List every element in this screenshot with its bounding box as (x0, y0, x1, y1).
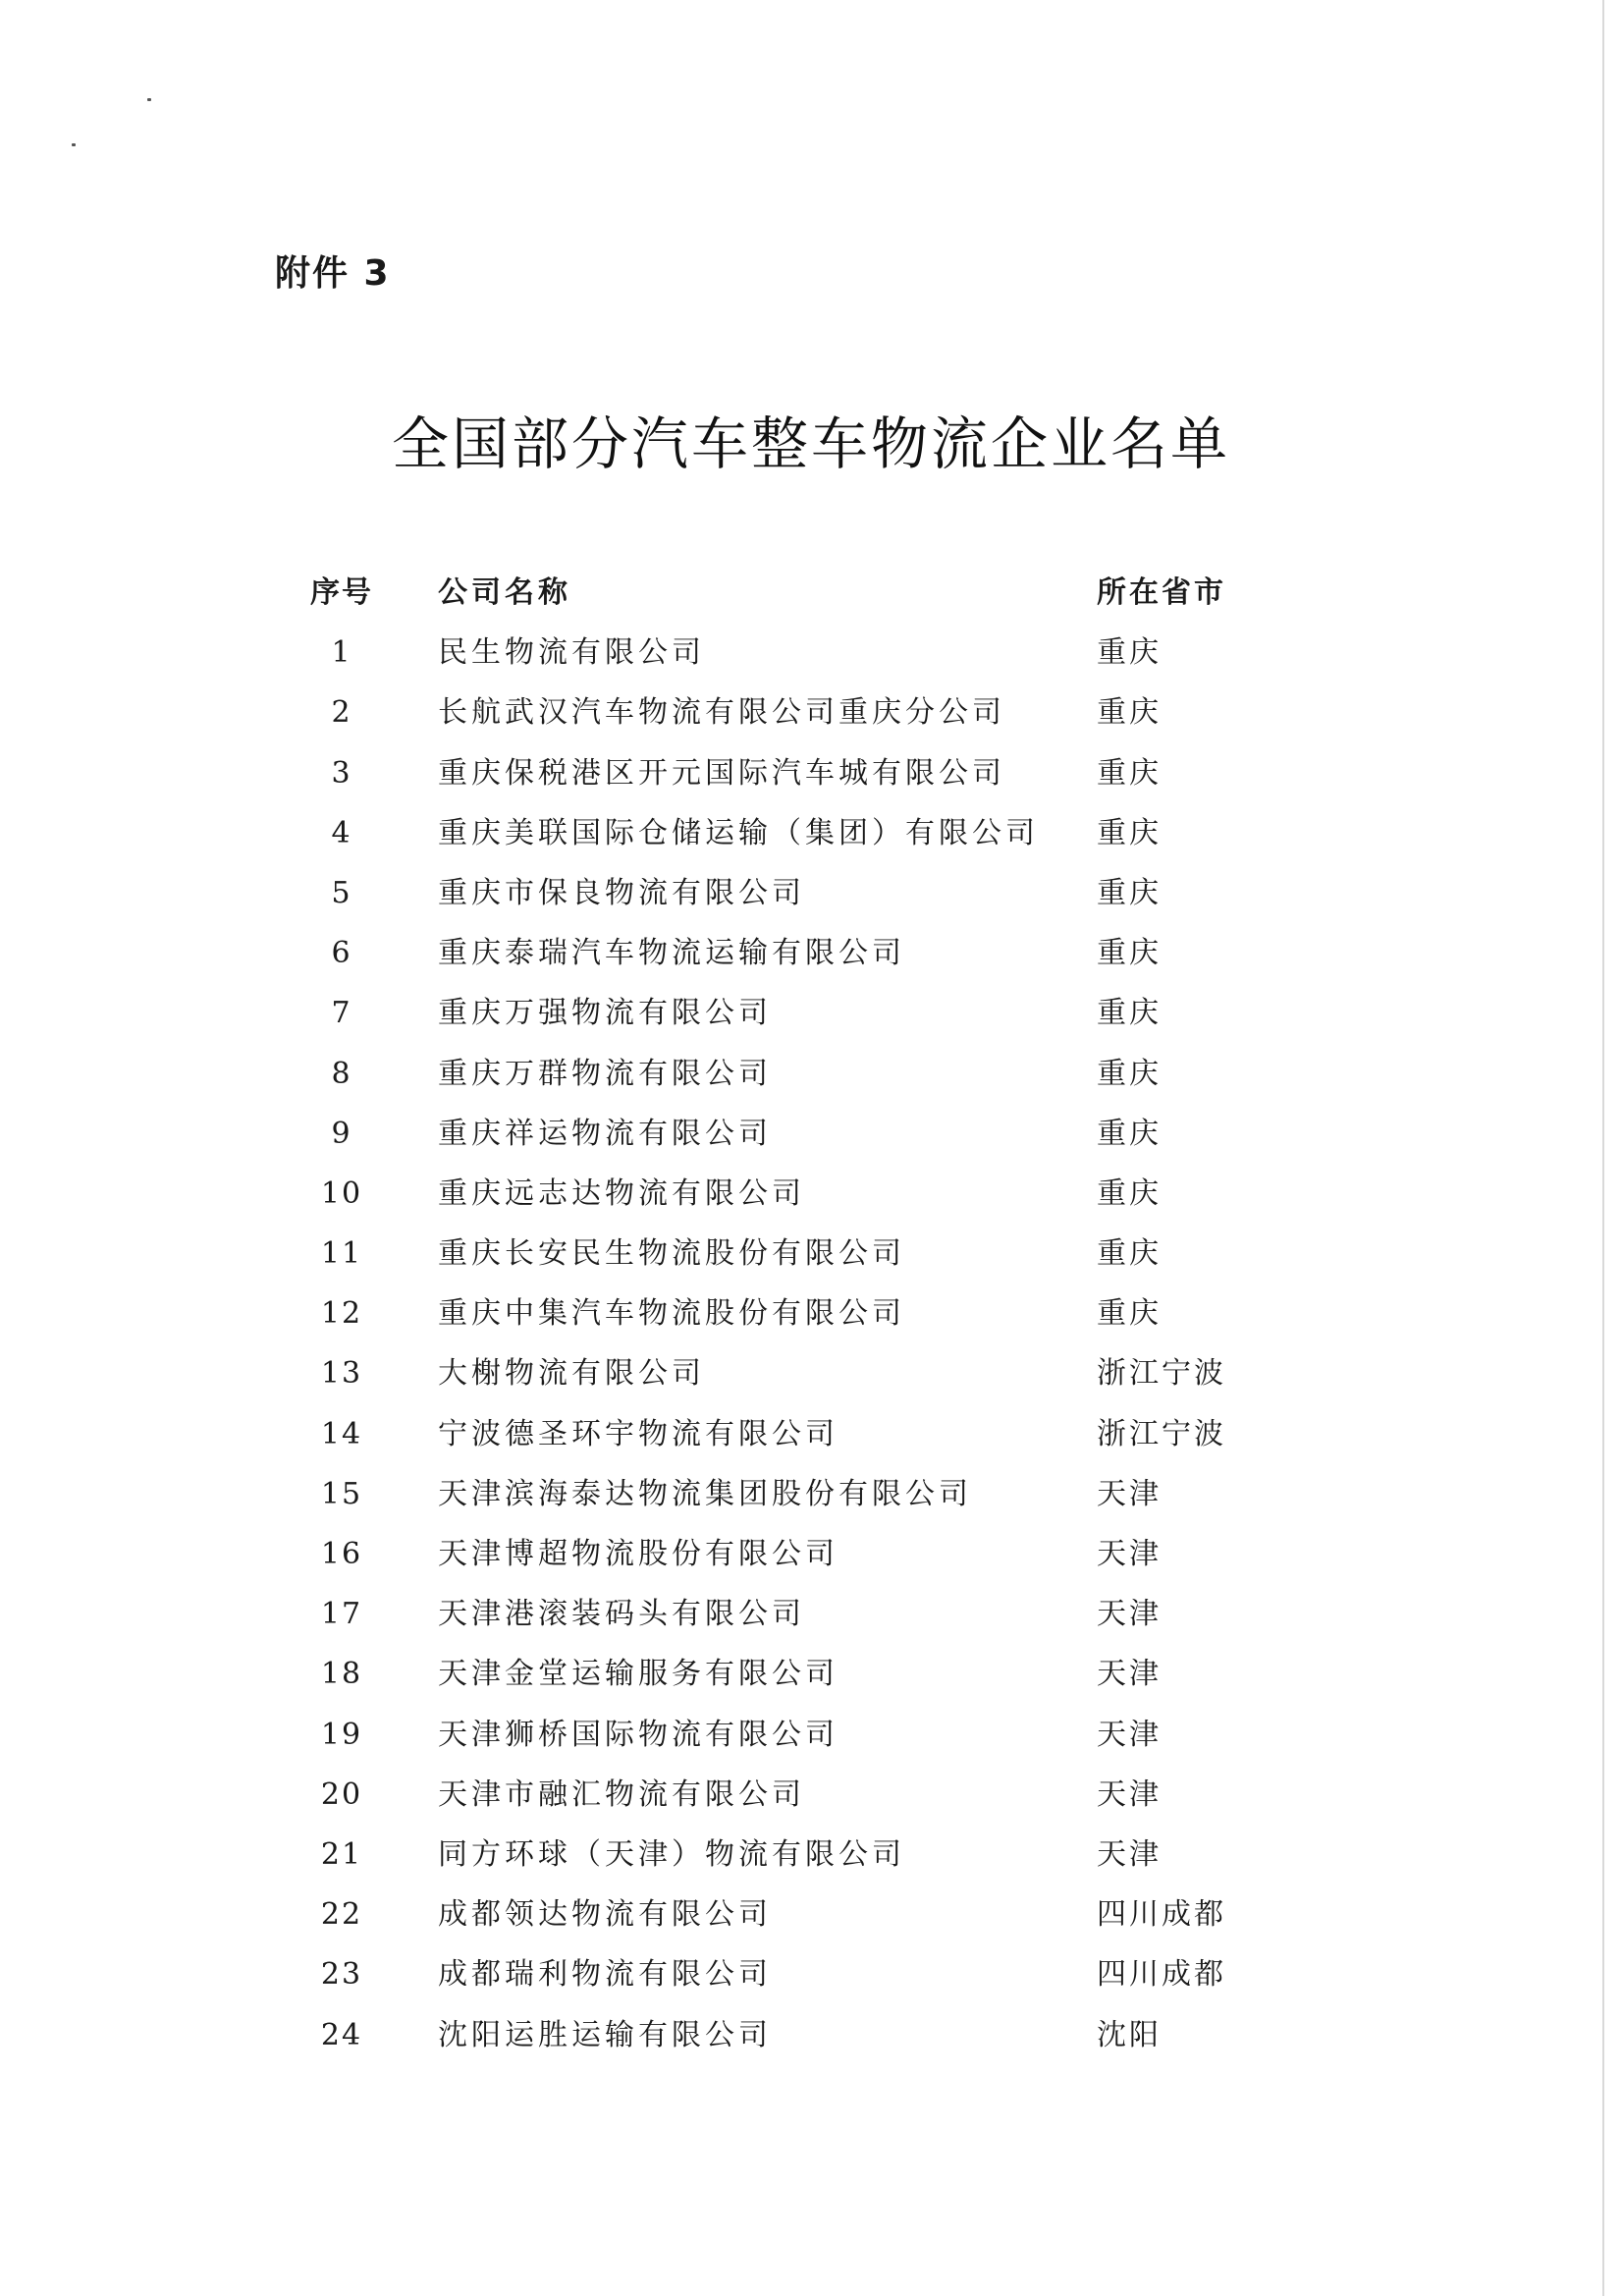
table-row (0, 750, 1622, 810)
table-row (0, 1051, 1622, 1111)
table-row (0, 1230, 1622, 1290)
row-company-name: 重庆万群物流有限公司 (438, 1056, 772, 1091)
row-seq: 10 (320, 1175, 363, 1211)
table-row (0, 1411, 1622, 1471)
row-province: 重庆 (1097, 1116, 1162, 1151)
header-province: 所在省市 (1097, 575, 1226, 610)
company-table (0, 570, 1622, 2072)
row-company-name: 天津滨海泰达物流集团股份有限公司 (438, 1476, 972, 1511)
row-province: 沈阳 (1097, 2017, 1162, 2052)
table-row (0, 1772, 1622, 1831)
row-seq: 8 (331, 1056, 352, 1091)
row-company-name: 天津港滚装码头有限公司 (438, 1597, 805, 1632)
row-company-name: 重庆祥运物流有限公司 (438, 1116, 772, 1151)
table-row (0, 1290, 1622, 1350)
row-company-name: 重庆保税港区开元国际汽车城有限公司 (438, 755, 1005, 791)
table-row (0, 629, 1622, 689)
row-province: 浙江宁波 (1097, 1356, 1226, 1392)
document-title: 全国部分汽车整车物流企业名单 (391, 410, 1230, 477)
row-company-name: 天津狮桥国际物流有限公司 (438, 1717, 838, 1752)
table-row (0, 1951, 1622, 2011)
table-body (0, 629, 1622, 2072)
scan-speck (72, 143, 76, 146)
row-company-name: 重庆万强物流有限公司 (438, 996, 772, 1031)
table-row (0, 1891, 1622, 1951)
row-seq: 21 (320, 1836, 363, 1872)
row-province: 浙江宁波 (1097, 1416, 1226, 1451)
table-row (0, 1471, 1622, 1531)
row-company-name: 成都瑞利物流有限公司 (438, 1957, 772, 1993)
row-province: 重庆 (1097, 695, 1162, 731)
row-province: 天津 (1097, 1597, 1162, 1632)
table-row (0, 810, 1622, 870)
row-company-name: 同方环球（天津）物流有限公司 (438, 1836, 905, 1872)
row-company-name: 重庆美联国际仓储运输（集团）有限公司 (438, 815, 1039, 850)
table-header (0, 570, 1622, 629)
row-company-name: 重庆泰瑞汽车物流运输有限公司 (438, 936, 905, 971)
header-seq: 序号 (310, 575, 373, 610)
row-seq: 6 (331, 936, 352, 971)
row-seq: 20 (320, 1777, 363, 1812)
row-province: 重庆 (1097, 936, 1162, 971)
table-row (0, 2012, 1622, 2072)
row-company-name: 重庆远志达物流有限公司 (438, 1175, 805, 1211)
row-province: 天津 (1097, 1717, 1162, 1752)
table-row (0, 870, 1622, 930)
row-province: 重庆 (1097, 635, 1162, 671)
row-company-name: 长航武汉汽车物流有限公司重庆分公司 (438, 695, 1005, 731)
header-name: 公司名称 (438, 575, 571, 610)
table-row (0, 1350, 1622, 1410)
row-company-name: 重庆长安民生物流股份有限公司 (438, 1236, 905, 1272)
row-province: 重庆 (1097, 1236, 1162, 1272)
row-seq: 13 (320, 1356, 363, 1392)
row-province: 天津 (1097, 1657, 1162, 1692)
row-company-name: 天津博超物流股份有限公司 (438, 1537, 838, 1571)
row-seq: 11 (320, 1236, 363, 1272)
row-seq: 5 (331, 875, 352, 910)
table-row (0, 1531, 1622, 1591)
row-seq: 4 (331, 815, 352, 850)
table-row (0, 1831, 1622, 1891)
row-seq: 14 (320, 1416, 363, 1451)
table-row (0, 930, 1622, 990)
table-row (0, 1111, 1622, 1171)
row-province: 重庆 (1097, 1056, 1162, 1091)
row-seq: 3 (331, 755, 352, 791)
table-row (0, 689, 1622, 749)
row-seq: 12 (320, 1296, 363, 1332)
row-company-name: 重庆中集汽车物流股份有限公司 (438, 1296, 905, 1332)
table-row (0, 1712, 1622, 1772)
row-seq: 2 (331, 695, 352, 731)
row-company-name: 民生物流有限公司 (438, 635, 705, 671)
row-province: 重庆 (1097, 875, 1162, 910)
row-company-name: 重庆市保良物流有限公司 (438, 875, 805, 910)
row-province: 天津 (1097, 1537, 1162, 1571)
row-province: 重庆 (1097, 755, 1162, 791)
row-company-name: 大榭物流有限公司 (438, 1356, 705, 1392)
row-seq: 9 (331, 1116, 352, 1151)
row-province: 四川成都 (1097, 1957, 1226, 1993)
table-row (0, 1171, 1622, 1230)
row-seq: 23 (320, 1957, 363, 1993)
row-seq: 15 (320, 1476, 363, 1511)
row-province: 重庆 (1097, 996, 1162, 1031)
row-province: 天津 (1097, 1836, 1162, 1872)
row-seq: 7 (331, 996, 352, 1031)
row-company-name: 成都领达物流有限公司 (438, 1897, 772, 1933)
row-province: 重庆 (1097, 815, 1162, 850)
row-company-name: 天津市融汇物流有限公司 (438, 1777, 805, 1812)
scan-speck (147, 98, 151, 101)
row-province: 天津 (1097, 1777, 1162, 1812)
row-company-name: 沈阳运胜运输有限公司 (438, 2017, 772, 2052)
row-seq: 16 (320, 1537, 363, 1571)
row-seq: 19 (320, 1717, 363, 1752)
row-province: 重庆 (1097, 1296, 1162, 1332)
row-seq: 18 (320, 1657, 363, 1692)
attachment-label: 附件 3 (275, 253, 391, 294)
row-seq: 1 (331, 635, 352, 671)
row-province: 重庆 (1097, 1175, 1162, 1211)
row-seq: 22 (320, 1897, 363, 1933)
row-seq: 17 (320, 1597, 363, 1632)
row-company-name: 天津金堂运输服务有限公司 (438, 1657, 838, 1692)
row-company-name: 宁波德圣环宇物流有限公司 (438, 1416, 838, 1451)
table-row (0, 1591, 1622, 1651)
row-seq: 24 (320, 2017, 363, 2052)
row-province: 天津 (1097, 1476, 1162, 1511)
table-row (0, 1651, 1622, 1711)
table-row (0, 990, 1622, 1050)
row-province: 四川成都 (1097, 1897, 1226, 1933)
